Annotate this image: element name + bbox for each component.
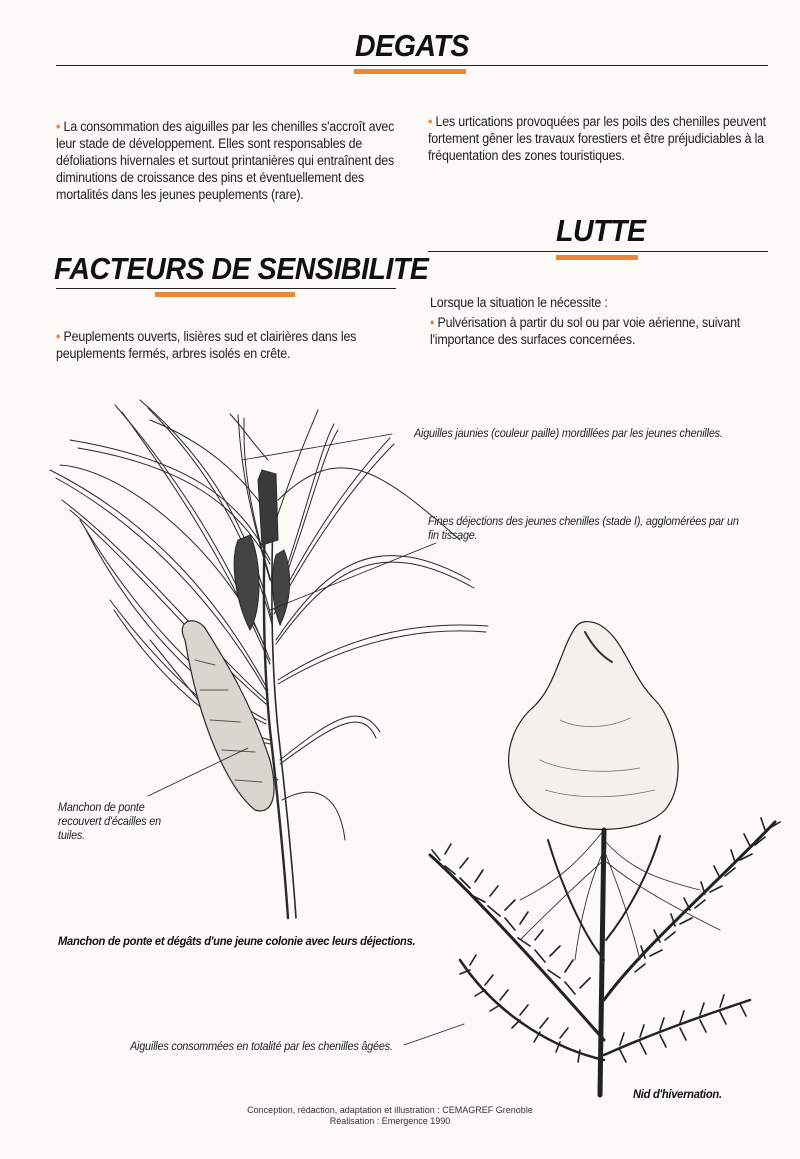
credits [200, 1105, 580, 1127]
lutte-text: Pulvérisation à partir du sol ou par voie aérienne, suivant l'importance des surfaces concernées. [430, 315, 741, 347]
label-fine-droppings: Fines déjections des jeunes chenilles (stade I), agglomérées par un fin tissage. [428, 516, 739, 542]
credits-line-2: Réalisation : Emergence 1990 [329, 1116, 451, 1126]
credits-line-1: Conception, rédaction, adaptation et illustration : CEMAGREF Grenoble [247, 1105, 533, 1115]
label-yellow-needles: Aiguilles jaunies (couleur paille) mordillées par les jeunes chenilles. [414, 428, 723, 440]
bullet-icon: • [428, 114, 433, 129]
caption-winter-nest: Nid d'hivernation. [633, 1087, 722, 1101]
bullet-icon: • [56, 329, 61, 344]
sensibilite-text: Peuplements ouverts, lisières sud et clairières dans les peuplements fermés, arbres isolés en crête. [56, 329, 357, 361]
bullet-icon: • [430, 315, 435, 330]
pine-nest-right-drawing [404, 622, 780, 1095]
bullet-icon: • [56, 119, 61, 134]
label-egg-sleeve: Manchon de ponte recouvert d'écailles en tuiles. [58, 802, 161, 842]
degats-text-left: La consommation des aiguilles par les chenilles s'accroît avec leur stade de développement. Elles sont responsables de défoliations hivernales et surtout printanières qui entraînent des diminutions de croissance des pins et éventuellement des mortalités dans les jeunes peuplements (rare). [56, 119, 395, 202]
lutte-intro: Lorsque la situation le nécessite : [430, 295, 608, 310]
label-consumed-needles: Aiguilles consommées en totalité par les chenilles âgées. [130, 1041, 393, 1053]
sensibilite-title: FACTEURS DE SENSIBILITE [54, 251, 429, 286]
degats-text-right: Les urtications provoquées par les poils des chenilles peuvent fortement gêner les travaux forestiers et être préjudiciables à la fréquentation des zones touristiques. [428, 114, 766, 163]
caption-egg-sleeve-colony: Manchon de ponte et dégâts d'une jeune colonie avec leurs déjections. [58, 934, 416, 948]
degats-title: DEGATS [355, 28, 469, 63]
lutte-title: LUTTE [556, 213, 646, 248]
